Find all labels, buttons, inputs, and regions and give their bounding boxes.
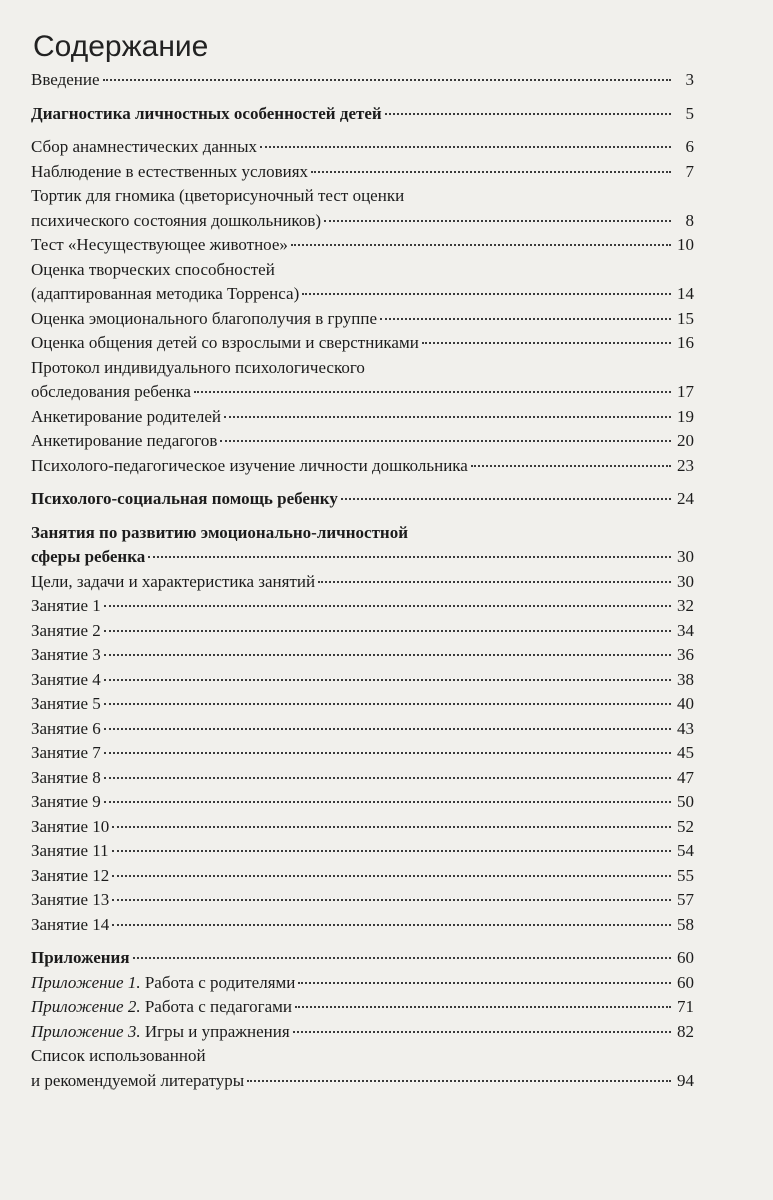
toc-page-number: 94 [677, 1070, 694, 1090]
toc-page-number: 54 [677, 841, 694, 860]
toc-page-number: 71 [677, 997, 694, 1016]
dot-leader [324, 220, 671, 222]
toc-page-number: 14 [677, 284, 694, 303]
dot-leader [104, 679, 671, 681]
dot-leader [104, 630, 671, 632]
toc-entry[interactable] [31, 233, 694, 258]
toc-entry[interactable] [31, 913, 694, 938]
toc-entry-title: Работа с педагогами [140, 997, 293, 1016]
toc-entry-title: Сбор анамнестических данных [31, 137, 258, 156]
toc-entry[interactable] [31, 790, 694, 815]
toc-entry[interactable] [31, 741, 694, 766]
toc-entry[interactable] [31, 429, 694, 454]
toc-entry[interactable] [31, 864, 694, 889]
toc-entry[interactable] [31, 839, 694, 864]
toc-entry-title: Занятие 3 [31, 645, 101, 664]
toc-page-number: 23 [677, 455, 694, 475]
toc-page-number: 58 [677, 914, 694, 934]
dot-leader [293, 1031, 671, 1033]
toc-section-entry[interactable] [31, 487, 694, 512]
toc-entry[interactable] [31, 258, 694, 307]
toc-page-number: 43 [677, 718, 694, 738]
dot-leader [104, 605, 671, 607]
appendix-prefix: Приложение 1. [31, 972, 141, 992]
dot-leader [112, 850, 671, 852]
toc-entry[interactable] [31, 135, 694, 160]
toc-entry-title: Занятие 14 [31, 914, 110, 934]
toc-section-entry[interactable] [31, 946, 694, 971]
toc-page-number: 3 [685, 70, 694, 89]
toc-entry-title-line2: (адаптированная методика Торренса) [31, 284, 300, 303]
toc-entry[interactable] [31, 888, 694, 913]
toc-page-number: 55 [677, 865, 694, 885]
toc-entry[interactable] [31, 971, 694, 996]
toc-entry-title: Занятие 1 [31, 596, 101, 615]
toc-entry-title: Занятие 7 [31, 743, 101, 762]
toc-section-entry[interactable] [31, 102, 694, 127]
toc-entry-title: Анкетирование родителей [31, 406, 221, 426]
toc-page-number: 8 [685, 210, 694, 230]
dot-leader [133, 957, 671, 959]
toc-entry-title: Наблюдение в естественных условиях [31, 161, 309, 181]
toc-entry[interactable] [31, 331, 694, 356]
toc-entry-title: Диагностика личностных особенностей детей [31, 103, 382, 123]
toc-page-number: 82 [677, 1021, 694, 1041]
dot-leader [291, 244, 671, 246]
toc-page-number: 15 [677, 308, 694, 328]
dot-leader [104, 777, 671, 779]
toc-entry-title: Анкетирование педагогов [31, 431, 218, 450]
dot-leader [260, 146, 671, 148]
toc-page-number: 17 [677, 382, 694, 401]
toc-page-number: 57 [677, 890, 694, 909]
dot-leader [104, 728, 671, 730]
toc-entry-title: Занятие 13 [31, 890, 110, 909]
toc-entry-title-line2: психического состояния дошкольников) [31, 210, 322, 230]
appendix-prefix: Приложение 2. [31, 997, 141, 1016]
toc-entry-title-line2: сферы ребенка [31, 547, 146, 566]
toc-entry-title: Оценка эмоционального благополучия в группе [31, 308, 377, 328]
toc-entry[interactable] [31, 815, 694, 840]
toc-entry-title-line1: Список использованной [31, 1046, 206, 1065]
dot-leader [385, 113, 671, 115]
dot-leader [295, 1006, 671, 1008]
toc-entry-title-line1: Протокол индивидуального психологического [31, 357, 365, 377]
toc-entry-title: Занятие 4 [31, 669, 101, 689]
toc-entry[interactable] [31, 717, 694, 742]
toc-entry[interactable] [31, 1044, 694, 1093]
toc-entry-title: Психолого-социальная помощь ребенку [31, 489, 338, 508]
toc-entry-title: Игры и упражнения [140, 1021, 290, 1041]
toc-entry-title-line1: Тортик для гномика (цветорисуночный тест оценки [31, 186, 405, 205]
toc-entry[interactable] [31, 643, 694, 668]
dot-leader [104, 752, 671, 754]
toc-page-number: 40 [677, 694, 694, 713]
toc-entry-title: Занятие 8 [31, 767, 101, 787]
toc-page-number: 32 [677, 596, 694, 615]
toc-entry-title: Работа с родителями [140, 972, 296, 992]
dot-leader [104, 703, 671, 705]
toc-page-number: 45 [677, 743, 694, 762]
toc-entry[interactable] [31, 356, 694, 405]
toc-page-number: 60 [677, 948, 694, 967]
table-of-contents [31, 68, 694, 1093]
dot-leader [104, 654, 671, 656]
toc-page-number: 30 [677, 547, 694, 566]
toc-page-number: 60 [677, 972, 694, 992]
dot-leader [298, 982, 671, 984]
toc-page-number: 10 [677, 235, 694, 254]
dot-leader [112, 875, 671, 877]
toc-entry-title: Приложения [31, 948, 130, 967]
toc-entry-title-line2: и рекомендуемой литературы [31, 1070, 245, 1090]
toc-page-number: 38 [677, 669, 694, 689]
toc-entry[interactable] [31, 405, 694, 430]
toc-entry[interactable] [31, 307, 694, 332]
toc-entry[interactable] [31, 995, 694, 1020]
toc-page-number: 36 [677, 645, 694, 664]
toc-entry[interactable] [31, 619, 694, 644]
toc-page-number: 34 [677, 620, 694, 640]
toc-entry-title: Занятие 9 [31, 792, 101, 811]
toc-page-number: 19 [677, 406, 694, 426]
dot-leader [471, 465, 671, 467]
toc-page-number: 20 [677, 431, 694, 450]
dot-leader [224, 416, 671, 418]
toc-entry[interactable] [31, 160, 694, 185]
toc-page-number: 5 [685, 103, 694, 123]
toc-page-number: 7 [685, 161, 694, 181]
toc-entry[interactable] [31, 668, 694, 693]
dot-leader [104, 801, 671, 803]
toc-entry-title: Тест «Несуществующее животное» [31, 235, 288, 254]
toc-entry-title: Занятие 6 [31, 718, 101, 738]
dot-leader [148, 556, 671, 558]
toc-entry[interactable] [31, 1020, 694, 1045]
toc-entry-title: Цели, задачи и характеристика занятий [31, 571, 316, 591]
dot-leader [112, 826, 671, 828]
appendix-prefix: Приложение 3. [31, 1021, 141, 1041]
dot-leader [302, 293, 671, 295]
dot-leader [112, 924, 671, 926]
toc-entry-title: Занятие 12 [31, 865, 110, 885]
toc-entry-title: Занятие 11 [31, 841, 109, 860]
dot-leader [103, 79, 671, 81]
toc-entry[interactable] [31, 454, 694, 479]
toc-entry-title-line1: Оценка творческих способностей [31, 259, 275, 279]
dot-leader [247, 1080, 671, 1082]
toc-entry[interactable] [31, 766, 694, 791]
toc-entry-title: Введение [31, 70, 100, 89]
toc-page-number: 47 [677, 767, 694, 787]
toc-page-number: 16 [677, 333, 694, 352]
toc-entry-title: Психолого-педагогическое изучение личности дошкольника [31, 455, 468, 475]
toc-page-number: 6 [685, 137, 694, 156]
toc-entry[interactable] [31, 68, 694, 93]
toc-entry-title: Занятие 2 [31, 620, 101, 640]
toc-page-number: 52 [677, 816, 694, 836]
dot-leader [194, 391, 671, 393]
toc-entry-title-line2: обследования ребенка [31, 382, 191, 401]
toc-entry-title: Оценка общения детей со взрослыми и сверстниками [31, 333, 419, 352]
dot-leader [220, 440, 671, 442]
dot-leader [341, 498, 671, 500]
dot-leader [380, 318, 671, 320]
toc-section-entry[interactable] [31, 521, 694, 570]
toc-entry-title: Занятие 5 [31, 694, 101, 713]
page-title: Содержание [33, 30, 209, 63]
toc-entry[interactable] [31, 570, 694, 595]
toc-entry[interactable] [31, 594, 694, 619]
toc-page-number: 30 [677, 571, 694, 591]
toc-page-number: 24 [677, 489, 694, 508]
dot-leader [318, 581, 671, 583]
toc-entry-title: Занятие 10 [31, 816, 110, 836]
toc-entry-title-line1: Занятия по развитию эмоционально-личностной [31, 522, 409, 542]
toc-entry[interactable] [31, 184, 694, 233]
dot-leader [311, 171, 671, 173]
dot-leader [422, 342, 671, 344]
toc-page-number: 50 [677, 792, 694, 811]
dot-leader [112, 899, 671, 901]
toc-entry[interactable] [31, 692, 694, 717]
